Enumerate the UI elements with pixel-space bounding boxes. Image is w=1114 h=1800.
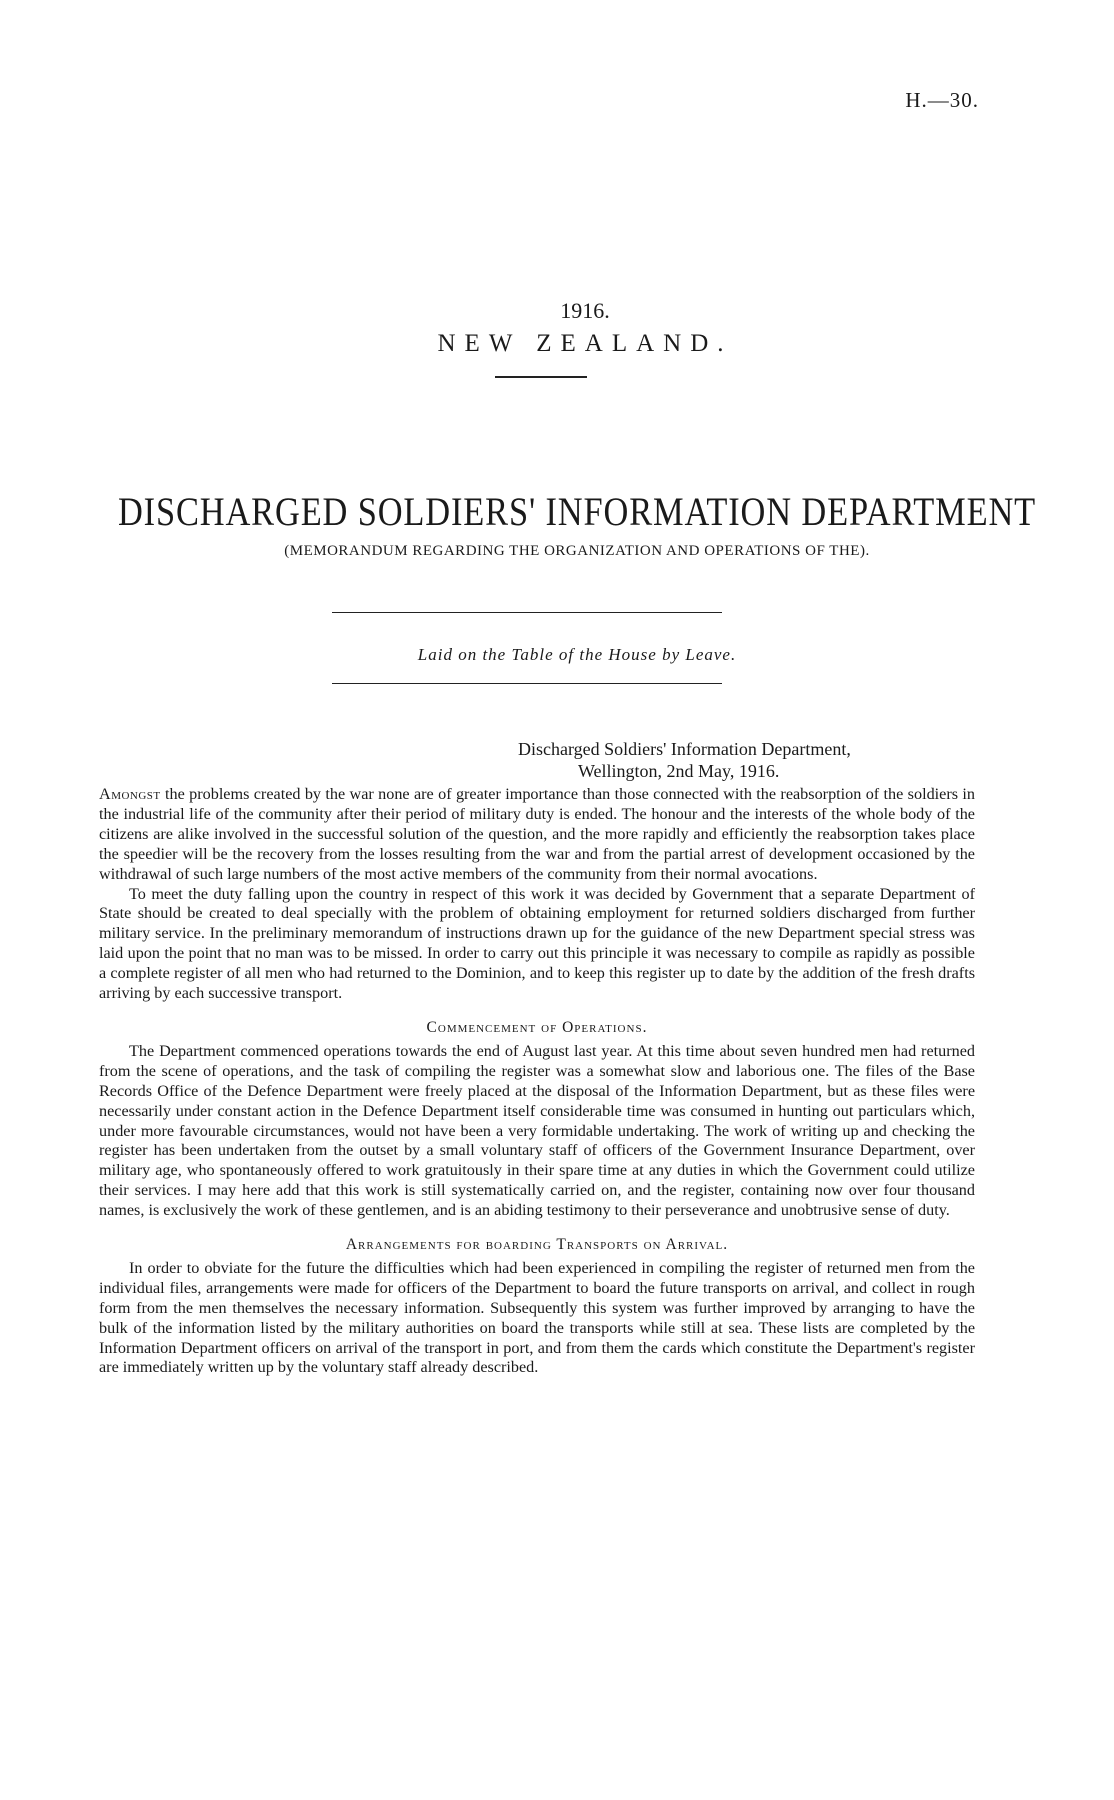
paragraph-1 <box>99 785 975 885</box>
document-subtitle: (MEMORANDUM REGARDING THE ORGANIZATION AND OPERATIONS OF THE). <box>284 543 870 559</box>
paragraph-2: To meet the duty falling upon the country in respect of this work it was decided by Government that a separate Department of State should be created to deal specially with the problem of obtaining employment for returned soldiers discharged from further military service. In the preliminary memorandum of instructions drawn up for the guidance of the new Department special stress was laid upon the point that no man was to be missed. In order to carry out this principle it was necessary to compile as rapidly as possible a complete register of all men who had returned to the Dominion, and to keep this register up to date by the addition of the fresh drafts arriving by each successive transport. <box>99 884 975 1003</box>
title-divider <box>495 376 587 378</box>
page-reference: H.—30. <box>905 88 979 112</box>
lower-rule <box>332 683 722 684</box>
document-title: DISCHARGED SOLDIERS' INFORMATION DEPARTMENT <box>117 489 1037 534</box>
section-heading-arrangements: Arrangements for boarding Transports on Arrival. <box>345 1236 729 1254</box>
paragraph-1-text: the problems created by the war none are of greater importance than those connected with the reabsorption of the soldiers in the industrial life of the community after their period of military duty is ended. The honour and the interests of the whole body of the citizens are alike involved in the successful solution of the question, and the more rapidly and efficiently the reabsorption takes place the speedier will be the recovery from the losses resulting from the war and from the partial arrest of development occasioned by the withdrawal of such large numbers of the most active members of the community from their normal avocations. <box>99 785 975 883</box>
address-line-2: Wellington, 2nd May, 1916. <box>578 761 780 781</box>
paragraph-3: The Department commenced operations towards the end of August last year. At this time about seven hundred men had returned from the scene of operations, and the task of compiling the register was a somewhat slow and laborious one. The files of the Base Records Office of the Defence Department were freely placed at the disposal of the Information Department, but as these files were necessarily under constant action in the Defence Department itself considerable time was consumed in hunting out particulars which, under more favourable circumstances, would not have been a very formidable undertaking. The work of writing up and checking the register has been undertaken from the outset by a small voluntary staff of officers of the Government Insurance Department, over military age, who spontaneously offered to work gratuitously in their spare time at any duties in which the Government could utilize their services. I may here add that this work is still systematically carried on, and the register, containing now over four thousand names, is exclusively the work of these gentlemen, and is an abiding testimony to their perseverance and unobtrusive sense of duty. <box>99 1041 975 1220</box>
memorandum-body <box>99 785 975 1378</box>
section-heading-commencement: Commencement of Operations. <box>426 1018 648 1036</box>
address-line-1: Discharged Soldiers' Information Department, <box>518 739 851 759</box>
paragraph-4: In order to obviate for the future the difficulties which had been experienced in compiling the register of returned men from the individual files, arrangements were made for officers of the Department to board the future transports on arrival, and collect in rough form from the men themselves the necessary information. Subsequently this system was further improved by arranging to have the bulk of the information listed by the military authorities on board the transports while still at sea. These lists are completed by the Information Department officers on arrival of the transport in port, and from them the cards which constitute the Department's register are immediately written up by the voluntary staff already described. <box>99 1258 975 1377</box>
country-heading: NEW ZEALAND. <box>437 330 733 357</box>
document-year: 1916. <box>560 298 610 323</box>
sender-address <box>518 738 851 782</box>
laid-on-table-note: Laid on the Table of the House by Leave. <box>417 645 737 664</box>
paragraph-1-lead: Amongst <box>99 785 161 803</box>
upper-rule <box>332 612 722 613</box>
